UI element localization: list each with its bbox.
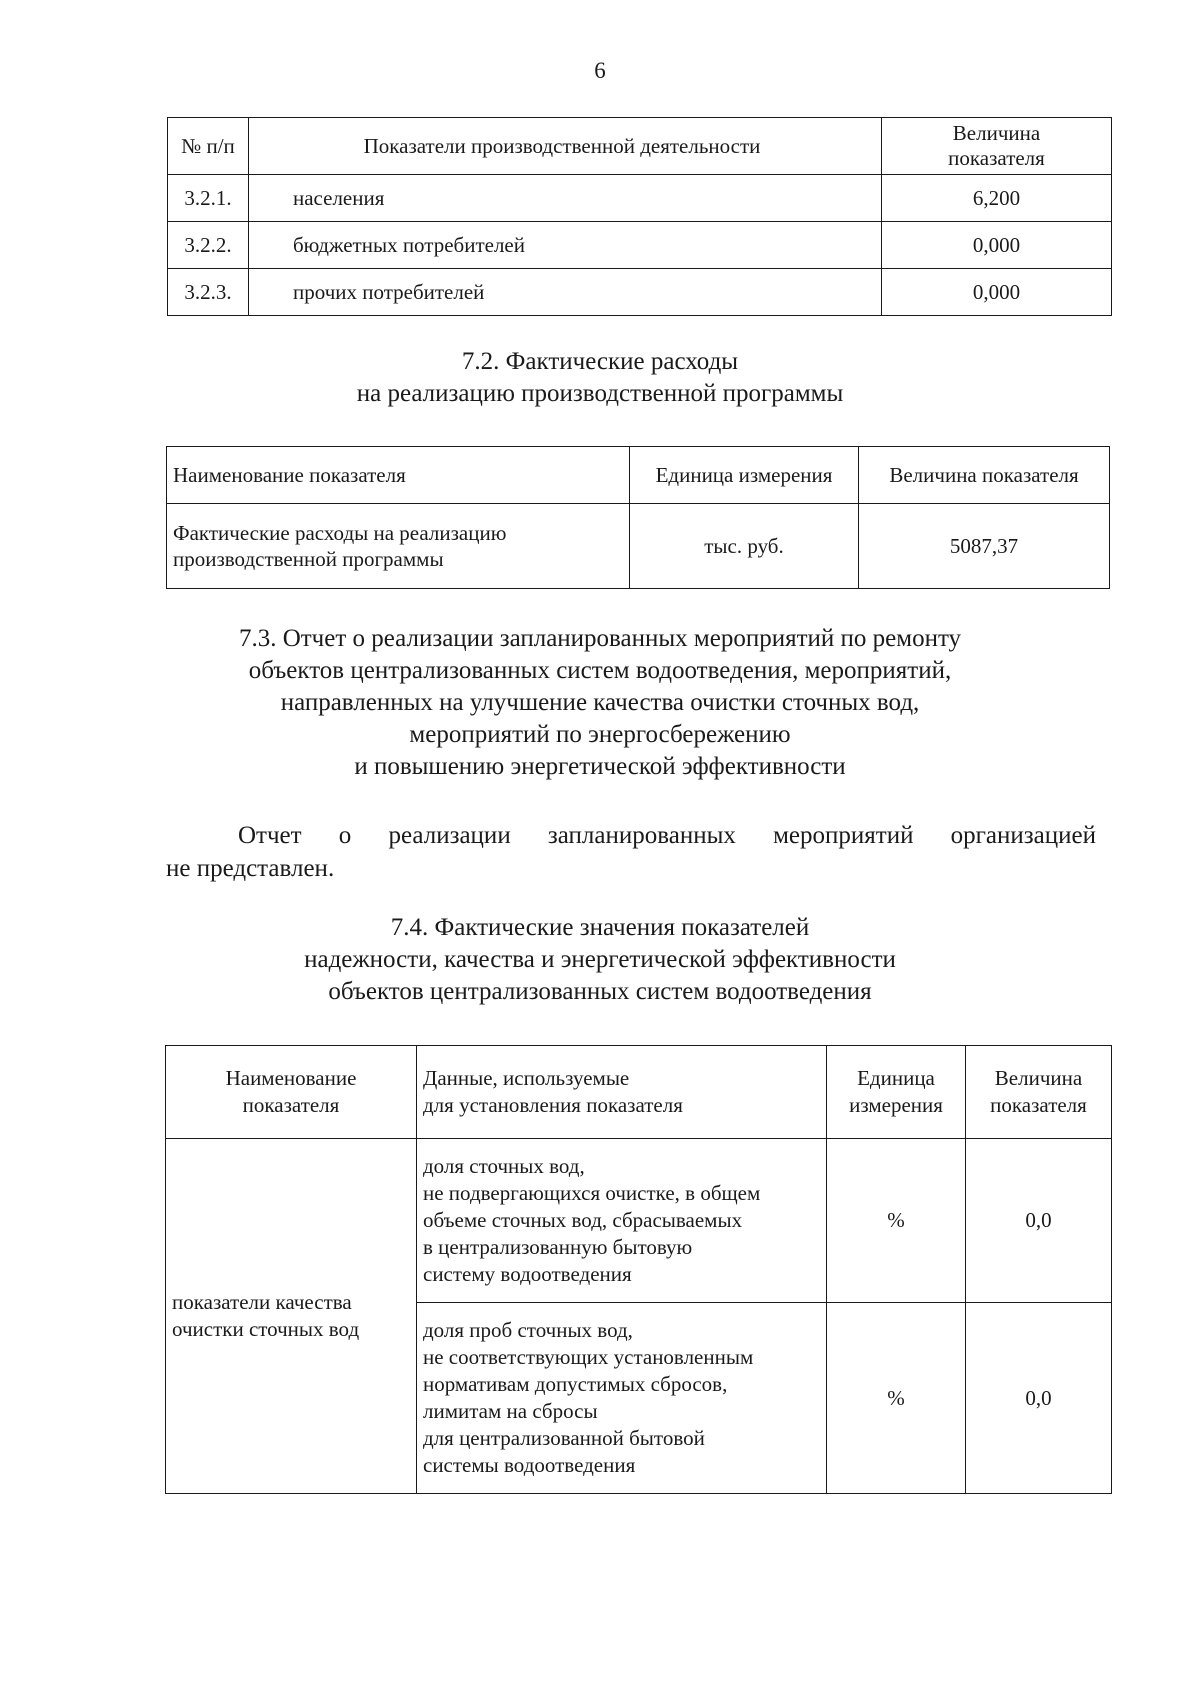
heading-line: объектов централизованных систем водоотведения (328, 978, 872, 1005)
table-row (168, 269, 1112, 316)
actual-expenses-table (166, 446, 1110, 589)
heading-line: и повышению энергетической эффективности (354, 753, 846, 780)
row-value: 6,200 (882, 175, 1112, 222)
report-paragraph-line2: не представлен. (166, 855, 335, 882)
column-header-number: № п/п (168, 118, 249, 175)
row-indicator: бюджетных потребителей (249, 222, 882, 269)
page-number: 6 (594, 58, 606, 83)
row-number: 3.2.2. (168, 222, 249, 269)
row-number: 3.2.1. (168, 175, 249, 222)
row-number: 3.2.3. (168, 269, 249, 316)
row-indicator: прочих потребителей (249, 269, 882, 316)
column-header-value: Величина показателя (859, 447, 1110, 504)
section-7-3-heading (0, 623, 1200, 783)
column-header-unit: Единица измерения (630, 447, 859, 504)
table-header-row (167, 447, 1110, 504)
column-header-value: Величина показателя (966, 1046, 1112, 1139)
table-header-row (166, 1046, 1112, 1139)
column-header-data: Данные, используемые для установления показателя (417, 1046, 827, 1139)
table-row (166, 1139, 1112, 1303)
reliability-indicators-table (165, 1045, 1112, 1494)
section-7-4-heading (0, 912, 1200, 1008)
heading-line: направленных на улучшение качества очистки сточных вод, (280, 689, 920, 716)
table-row (168, 222, 1112, 269)
row-unit: тыс. руб. (630, 504, 859, 589)
row-value: 0,000 (882, 222, 1112, 269)
column-header-unit: Единица измерения (827, 1046, 966, 1139)
table-header-row (168, 118, 1112, 175)
row-indicator: населения (249, 175, 882, 222)
heading-line: 7.4. Фактические значения показателей (390, 914, 810, 941)
row-value: 5087,37 (859, 504, 1110, 589)
row-data: доля сточных вод, не подвергающихся очистке, в общем объеме сточных вод, сбрасываемых в централизованную бытовую систему водоотведения (417, 1139, 827, 1303)
row-value: 0,000 (882, 269, 1112, 316)
production-indicators-table (167, 117, 1112, 316)
table-row (168, 175, 1112, 222)
column-header-name: Наименование показателя (166, 1046, 417, 1139)
column-header-name: Наименование показателя (167, 447, 630, 504)
table-row (167, 504, 1110, 589)
row-unit: % (827, 1139, 966, 1303)
group-name-cell: показатели качества очистки сточных вод (166, 1139, 417, 1494)
column-header-value: Величина показателя (882, 118, 1112, 175)
heading-line: объектов централизованных систем водоотведения, мероприятий, (248, 657, 952, 684)
row-value: 0,0 (966, 1139, 1112, 1303)
column-header-indicator: Показатели производственной деятельности (249, 118, 882, 175)
report-paragraph-line1: Отчет о реализации запланированных мероприятий организацией (238, 822, 1096, 849)
heading-line: надежности, качества и энергетической эффективности (304, 946, 896, 973)
row-name: Фактические расходы на реализацию производственной программы (167, 504, 630, 589)
heading-line: 7.2. Фактические расходы (461, 348, 739, 375)
section-7-2-heading (0, 346, 1200, 410)
heading-line: на реализацию производственной программы (356, 380, 844, 407)
heading-line: 7.3. Отчет о реализации запланированных мероприятий по ремонту (238, 625, 962, 652)
row-unit: % (827, 1303, 966, 1494)
heading-line: мероприятий по энергосбережению (409, 721, 791, 748)
row-data: доля проб сточных вод, не соответствующих установленным нормативам допустимых сбросов, лимитам на сбросы для централизованной бытовой системы водоотведения (417, 1303, 827, 1494)
row-value: 0,0 (966, 1303, 1112, 1494)
